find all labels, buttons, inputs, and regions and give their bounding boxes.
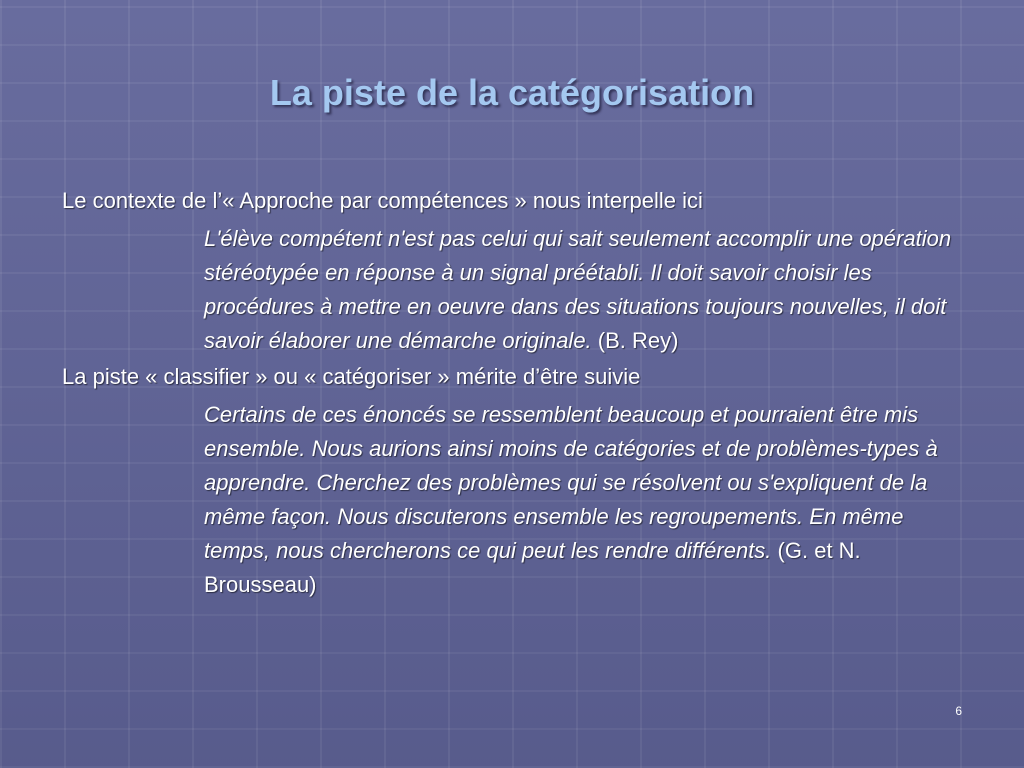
quote-source-1: (B. Rey): [597, 328, 679, 353]
quote-block-2: [204, 398, 974, 602]
quote-source-2: (G. et N. Brousseau): [204, 538, 861, 597]
bullet-point-2: La piste « classifier » ou « catégoriser » mérite d’être suivie: [62, 364, 641, 389]
quote-text-2: Certains de ces énoncés se ressemblent beaucoup et pourraient être mis ensemble. Nous aurions ainsi moins de catégories et de problèmes-types à apprendre. Cherchez des problèmes qui se résolvent ou s'expliquent de la même façon. Nous discuterons ensemble les regroupements. En même temps, nous chercherons ce qui peut les rendre différents.: [204, 402, 938, 563]
quote-text-1: L'élève compétent n'est pas celui qui sait seulement accomplir une opération stéréotypée en réponse à un signal préétabli. Il doit savoir choisir les procédures à mettre en oeuvre dans des situations toujours nouvelles, il doit savoir élaborer une démarche originale.: [204, 226, 952, 353]
page-number: 6: [955, 704, 962, 718]
quote-block-1: [204, 222, 974, 358]
slide-title: La piste de la catégorisation: [269, 72, 755, 113]
bullet-point-1: Le contexte de l’« Approche par compétences » nous interpelle ici: [62, 188, 703, 213]
slide-body: [62, 186, 982, 606]
